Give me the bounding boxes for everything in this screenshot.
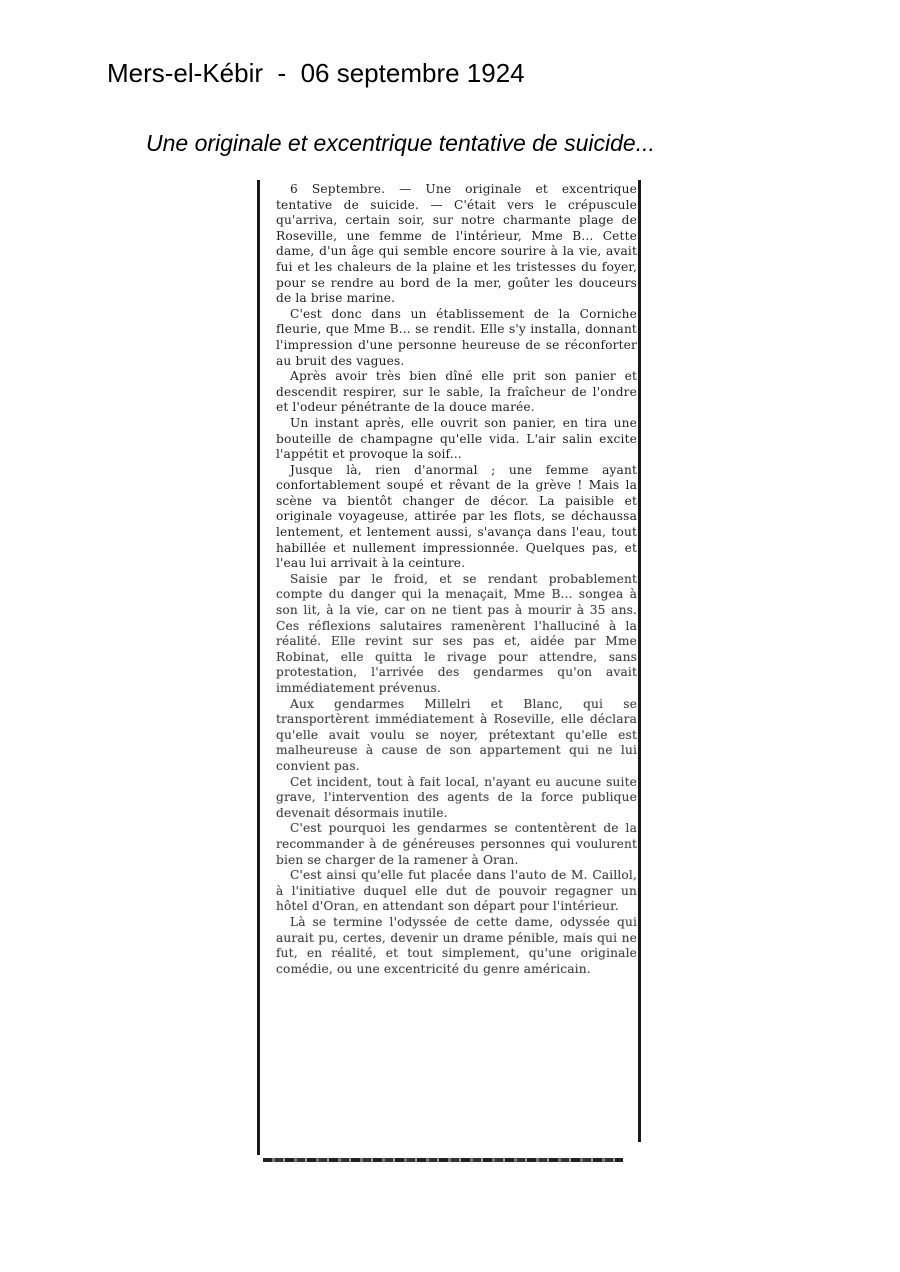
article-paragraph: Là se termine l'odyssée de cette dame, odyssée qui aurait pu, certes, devenir un drame pénible, mais qui ne fut, en réalité, et tout simplement, qu'une originale comédie, ou une excentricité du genre américain. bbox=[276, 914, 637, 976]
article-paragraph: C'est ainsi qu'elle fut placée dans l'auto de M. Caillol, à l'initiative duquel elle dut de pouvoir regagner un hôtel d'Oran, en attendant son départ pour l'intérieur. bbox=[276, 868, 637, 914]
column-rule-right bbox=[638, 180, 641, 1142]
article-paragraph: Cet incident, tout à fait local, n'ayant eu aucune suite grave, l'intervention des agents de la force publique devenait désormais inutile. bbox=[276, 774, 637, 820]
page-title: Mers-el-Kébir - 06 septembre 1924 bbox=[107, 58, 525, 88]
column-rule-left bbox=[257, 180, 260, 1155]
article-paragraph: Saisie par le froid, et se rendant probablement compte du danger qui la menaçait, Mme B... songea à son lit, à la vie, car on ne tient pas à mourir à 35 ans. Ces réflexions salutaires ramenèrent l'halluciné à la réalité. Elle revint sur ses pas et, aidée par Mme Robinat, elle quitta le rivage pour attendre, sans protestation, l'arrivée des gendarmes qu'on avait immédiatement prévenus. bbox=[276, 571, 637, 695]
article-paragraph: C'est donc dans un établissement de la Corniche fleurie, que Mme B... se rendit. Elle s'y installa, donnant l'impression d'une personne heureuse de se réconforter au bruit des vagues. bbox=[276, 306, 637, 368]
article-paragraph: Aux gendarmes Millelri et Blanc, qui se transportèrent immédiatement à Roseville, elle déclara qu'elle avait voulu se noyer, prétextant qu'elle est malheureuse à cause de son appartement qui ne lui convient pas. bbox=[276, 696, 637, 773]
newspaper-clipping bbox=[257, 180, 641, 1162]
article-paragraph: 6 Septembre. — Une originale et excentrique tentative de suicide. — C'était vers le crépuscule qu'arriva, certain soir, sur notre charmante plage de Roseville, une femme de l'intérieur, Mme B... Cette dame, d'un âge qui semble encore sourire à la vie, avait fui et les chaleurs de la plaine et les tristesses du foyer, pour se rendre au bord de la mer, goûter les douceurs de la brise marine. bbox=[276, 182, 637, 306]
article-paragraph: C'est pourquoi les gendarmes se contentèrent de la recommander à de généreuses personnes qui voulurent bien se charger de la ramener à Oran. bbox=[276, 821, 637, 867]
column-rule-bottom bbox=[263, 1158, 623, 1162]
article-headline: Une originale et excentrique tentative de suicide... bbox=[146, 130, 655, 156]
article-paragraph: Un instant après, elle ouvrit son panier, en tira une bouteille de champagne qu'elle vida. L'air salin excite l'appétit et provoque la soif... bbox=[276, 415, 637, 462]
article-paragraph: Jusque là, rien d'anormal ; une femme ayant confortablement soupé et rêvant de la grève ! Mais la scène va bientôt changer de décor. La paisible et originale voyageuse, attirée par les flots, se déchaussa lentement, et lentement aussi, s'avança dans l'eau, tout habillée et nullement impressionnée. Quelques pas, et l'eau lui arrivait à la ceinture. bbox=[276, 462, 637, 571]
article-paragraph: Après avoir très bien dîné elle prit son panier et descendit respirer, sur le sable, la fraîcheur de l'ondre et l'odeur pénétrante de la douce marée. bbox=[276, 369, 637, 415]
article-body bbox=[276, 182, 637, 977]
